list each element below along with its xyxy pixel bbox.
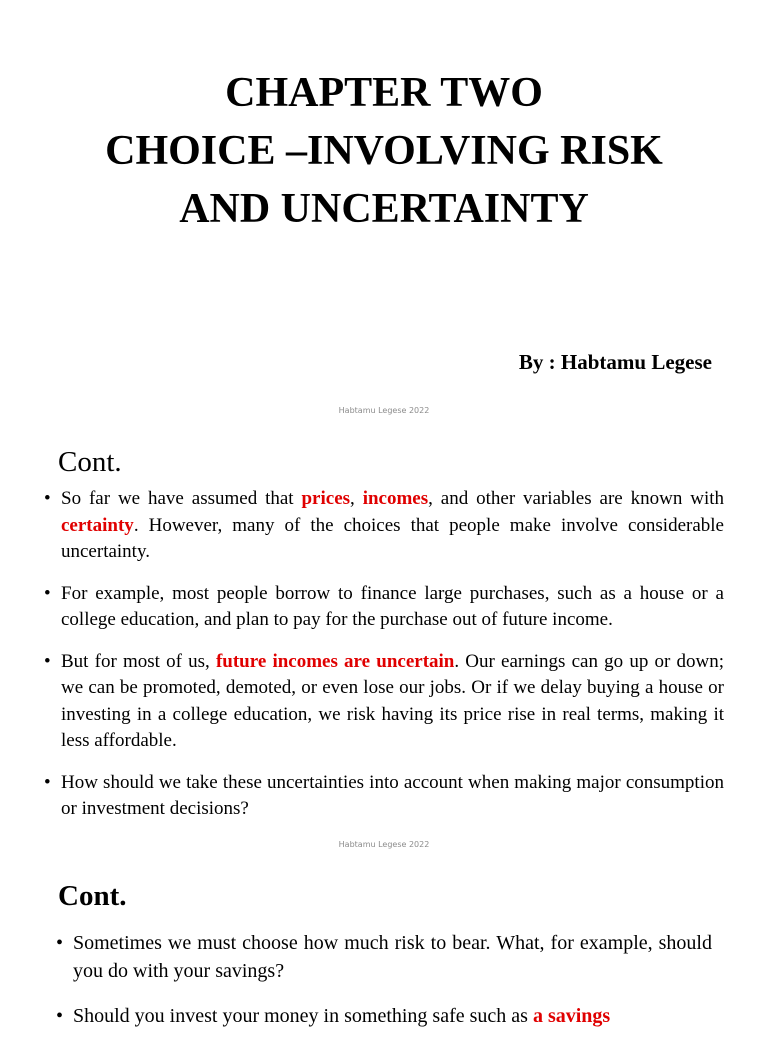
text-run: For example, most people borrow to finance large purchases, such as a house or a college education, and plan to pay for the purchase out of future income. bbox=[61, 582, 724, 630]
author-line: By : Habtamu Legese bbox=[518, 350, 712, 374]
highlighted-term: a savings bbox=[532, 1005, 611, 1027]
bullet-item bbox=[44, 649, 724, 755]
bullet-icon: • bbox=[44, 650, 51, 672]
title-line: CHOICE –INVOLVING RISK bbox=[105, 128, 663, 174]
title-line: CHAPTER TWO bbox=[225, 70, 543, 116]
bullet-list bbox=[44, 486, 724, 838]
bullet-text bbox=[61, 651, 724, 752]
bullet-text bbox=[61, 772, 724, 820]
bullet-item bbox=[44, 770, 724, 823]
bullet-icon: • bbox=[44, 582, 51, 604]
slide-title bbox=[0, 64, 768, 238]
highlighted-term: prices bbox=[301, 488, 351, 509]
title-slide bbox=[0, 0, 768, 420]
text-run: Should you invest your money in something safe such as bbox=[73, 1005, 533, 1027]
text-run: Sometimes we must choose how much risk to bear. What, for example, should you do with your savings? bbox=[73, 932, 712, 982]
title-line: AND UNCERTAINTY bbox=[179, 186, 589, 232]
content-slide-2 bbox=[0, 440, 768, 860]
text-run: How should we take these uncertainties into account when making major consumption or investment decisions? bbox=[61, 771, 724, 819]
slide-footer: Habtamu Legese 2022 bbox=[338, 406, 430, 415]
bullet-item bbox=[58, 930, 712, 985]
bullet-text bbox=[73, 932, 712, 982]
highlighted-term: incomes bbox=[362, 488, 429, 509]
text-run: So far we have assumed that bbox=[61, 488, 302, 509]
text-run: But for most of us, bbox=[61, 650, 216, 672]
highlighted-term: certainty bbox=[61, 514, 134, 536]
text-run: , bbox=[350, 488, 363, 509]
bullet-icon: • bbox=[44, 488, 51, 509]
content-slide-3 bbox=[0, 878, 768, 1027]
bullet-item bbox=[58, 1003, 712, 1031]
bullet-icon: • bbox=[44, 771, 51, 793]
slide-heading: Cont. bbox=[58, 446, 122, 478]
bullet-list bbox=[58, 930, 712, 1049]
highlighted-term: future incomes are uncertain bbox=[215, 650, 455, 672]
text-run: , and other variables are known with bbox=[428, 488, 724, 509]
bullet-icon: • bbox=[56, 1005, 64, 1027]
text-run: . Our earnings can go up or down; we can be promoted, demoted, or even lose our jobs. Or if we delay buying a house or investing in a college education, we risk having its price rise in real terms, making it less affordable. bbox=[61, 650, 725, 751]
bullet-text bbox=[61, 583, 724, 631]
text-run: . However, many of the choices that people make involve considerable uncertainty. bbox=[61, 514, 724, 562]
slide-heading: Cont. bbox=[58, 880, 127, 912]
bullet-item bbox=[44, 486, 724, 566]
bullet-text bbox=[61, 488, 724, 562]
bullet-item bbox=[44, 581, 724, 634]
bullet-icon: • bbox=[56, 932, 64, 954]
slide-footer: Habtamu Legese 2022 bbox=[338, 840, 430, 849]
